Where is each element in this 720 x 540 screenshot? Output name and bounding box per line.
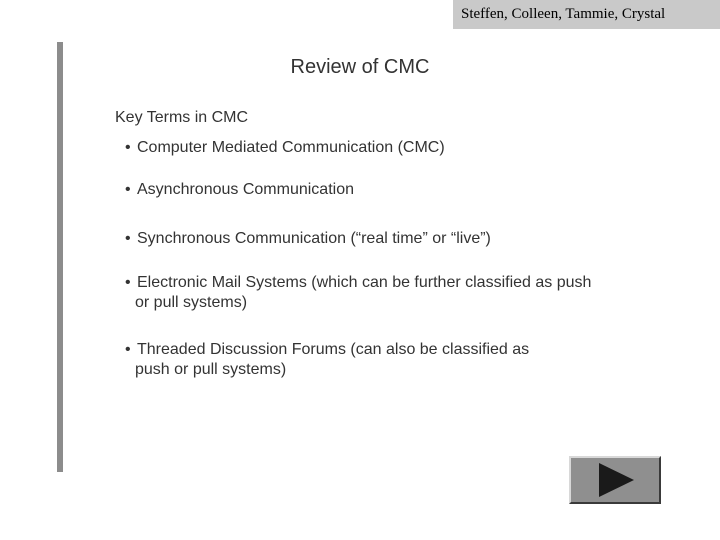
- authors-label: Steffen, Colleen, Tammie, Crystal: [453, 0, 720, 29]
- bullet-text: Asynchronous Communication: [137, 181, 354, 198]
- bullet-item: [125, 138, 665, 158]
- bullet-item: [125, 273, 665, 313]
- bullet-text: Electronic Mail Systems (which can be further classified as push: [137, 274, 592, 291]
- bullet-dot: •: [125, 181, 131, 198]
- bullet-text: Computer Mediated Communication (CMC): [137, 139, 445, 156]
- next-slide-button[interactable]: [569, 456, 661, 504]
- bullet-dot: •: [125, 139, 131, 156]
- bullet-item: [125, 180, 665, 200]
- bullet-item: [125, 340, 665, 380]
- slide-subtitle: Key Terms in CMC: [115, 109, 249, 126]
- play-triangle-icon: [571, 458, 659, 502]
- slide-title: Review of CMC: [290, 56, 430, 78]
- bullet-text: Synchronous Communication (“real time” or “live”): [137, 230, 491, 247]
- left-accent-bar: [57, 42, 63, 472]
- bullet-dot: •: [125, 230, 131, 247]
- bullet-text: Threaded Discussion Forums (can also be classified as: [137, 341, 530, 358]
- bullet-text-continuation: or pull systems): [135, 294, 248, 311]
- bullet-dot: •: [125, 341, 131, 358]
- bullet-dot: •: [125, 274, 131, 291]
- bullet-item: [125, 229, 665, 249]
- bullet-text-continuation: push or pull systems): [135, 361, 287, 378]
